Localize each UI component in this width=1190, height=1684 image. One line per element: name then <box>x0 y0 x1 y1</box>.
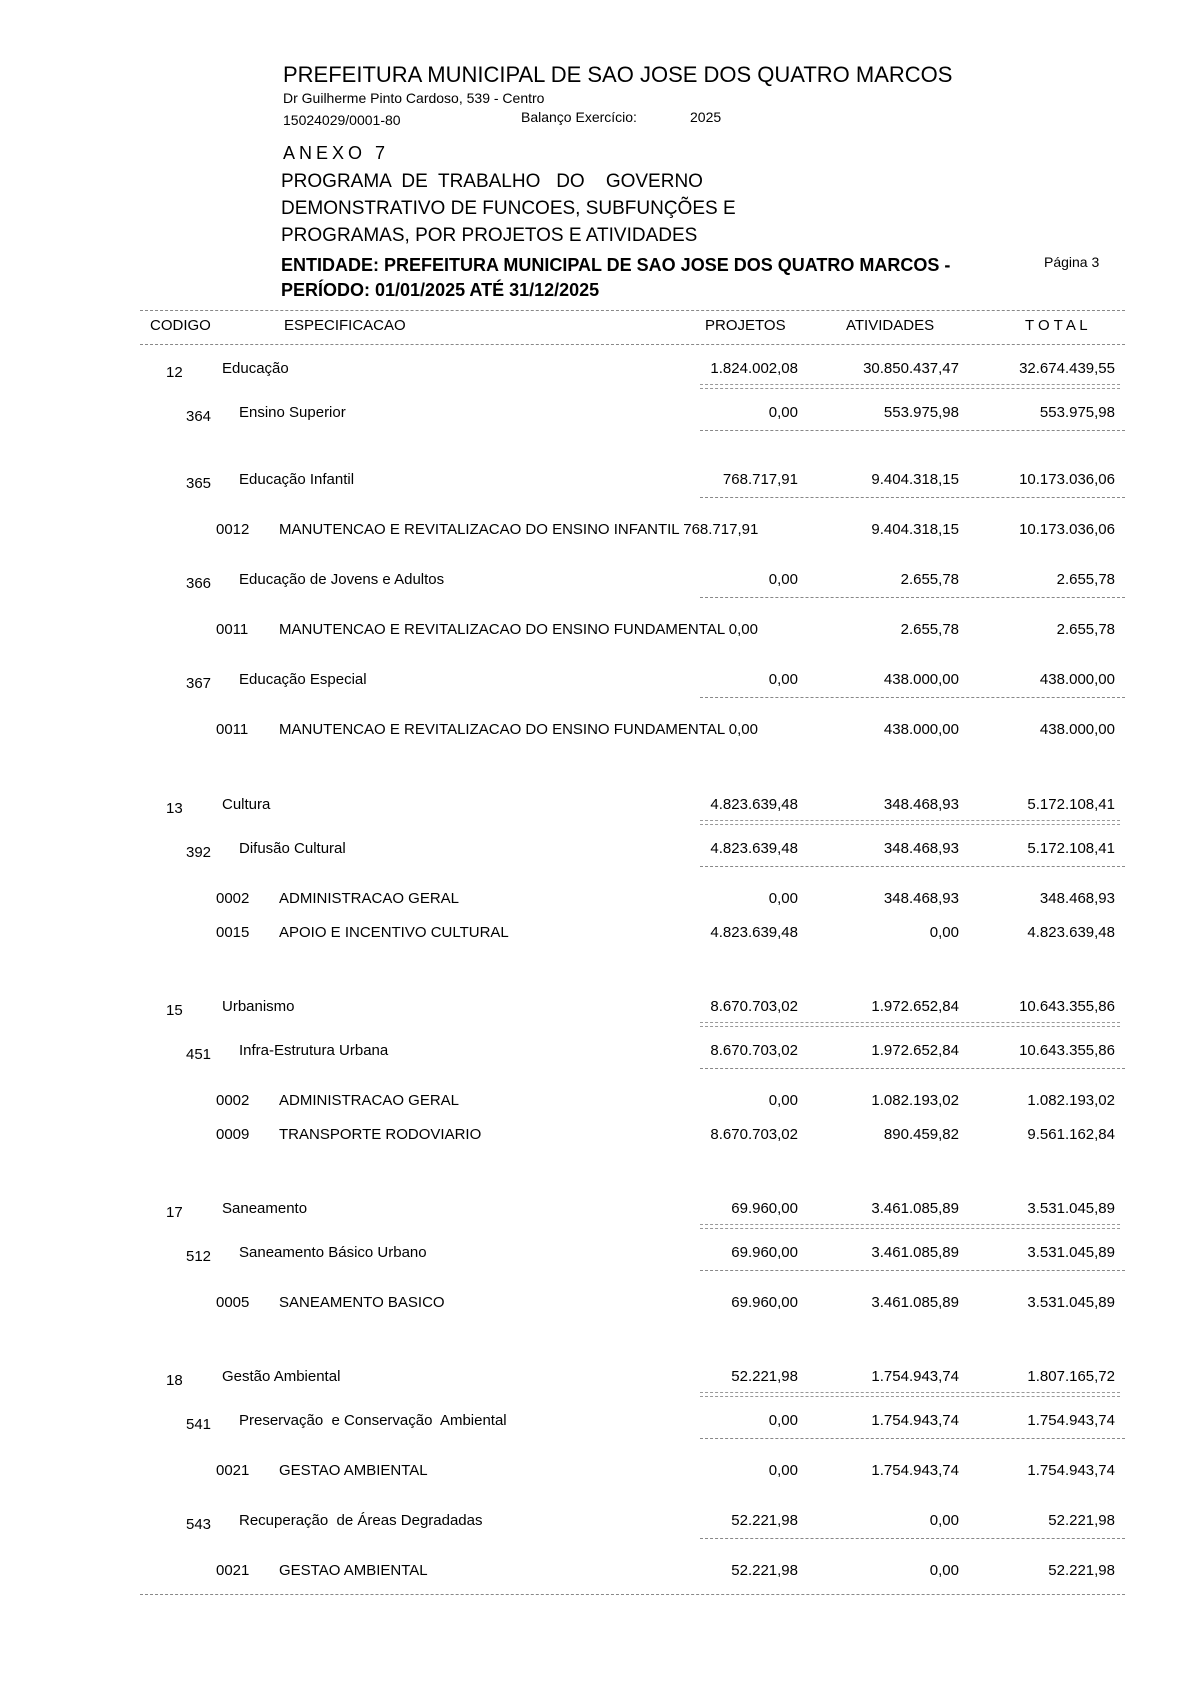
row-description: Educação <box>222 360 289 377</box>
row-description: APOIO E INCENTIVO CULTURAL <box>279 924 509 941</box>
address: Dr Guilherme Pinto Cardoso, 539 - Centro <box>283 90 545 106</box>
row-code: 0021 <box>216 1562 250 1579</box>
row-atividades: 1.972.652,84 <box>871 1042 959 1059</box>
row-code: 0021 <box>216 1462 250 1479</box>
row-code: 366 <box>186 575 212 592</box>
row-code: 364 <box>186 408 212 425</box>
row-projetos: 69.960,00 <box>731 1244 798 1261</box>
anexo-label: ANEXO 7 <box>283 143 390 163</box>
row-description: Saneamento <box>222 1200 308 1217</box>
row-total: 2.655,78 <box>1056 621 1115 638</box>
row-code: 0011 <box>216 721 249 738</box>
row-code: 0002 <box>216 1092 250 1109</box>
row-atividades: 1.972.652,84 <box>871 998 959 1015</box>
row-description: Cultura <box>222 796 271 813</box>
row-code: 13 <box>166 800 183 817</box>
row-atividades: 890.459,82 <box>883 1126 959 1143</box>
subtotal-rule <box>700 1022 1120 1027</box>
row-total: 1.754.943,74 <box>1027 1462 1115 1479</box>
subtotal-rule <box>700 697 1125 698</box>
row-code: 0002 <box>216 890 250 907</box>
row-description: Urbanismo <box>222 998 295 1015</box>
row-projetos: 768.717,91 <box>722 471 798 488</box>
row-projetos: 0,00 <box>768 571 798 588</box>
subtotal-rule <box>700 1392 1120 1397</box>
row-projetos: 8.670.703,02 <box>710 1042 798 1059</box>
subtotal-rule <box>700 597 1125 598</box>
subtotal-rule <box>700 1224 1120 1229</box>
row-atividades: 1.754.943,74 <box>871 1462 959 1479</box>
row-atividades: 2.655,78 <box>900 621 959 638</box>
row-projetos: 1.824.002,08 <box>710 360 798 377</box>
row-description: GESTAO AMBIENTAL <box>279 1562 428 1579</box>
cnpj: 15024029/0001-80 <box>283 112 401 128</box>
row-total: 10.643.355,86 <box>1019 1042 1115 1059</box>
row-atividades: 3.461.085,89 <box>871 1244 959 1261</box>
row-description: MANUTENCAO E REVITALIZACAO DO ENSINO INFANTIL 768.717,91 <box>279 521 759 538</box>
row-code: 17 <box>166 1204 183 1221</box>
row-description: Recuperação de Áreas Degradadas <box>239 1512 483 1529</box>
row-code: 541 <box>186 1416 212 1433</box>
row-projetos: 0,00 <box>768 404 798 421</box>
row-total: 10.173.036,06 <box>1019 471 1115 488</box>
row-total: 438.000,00 <box>1039 721 1115 738</box>
table-bottom-rule <box>140 1594 1125 1595</box>
row-code: 367 <box>186 675 212 692</box>
row-total: 10.173.036,06 <box>1019 521 1115 538</box>
row-projetos: 0,00 <box>768 890 798 907</box>
row-atividades: 9.404.318,15 <box>871 471 959 488</box>
row-description: Ensino Superior <box>239 404 346 421</box>
row-atividades: 9.404.318,15 <box>871 521 959 538</box>
row-code: 0015 <box>216 924 250 941</box>
row-description: ADMINISTRACAO GERAL <box>279 1092 460 1109</box>
subtotal-rule <box>700 384 1120 389</box>
row-total: 52.221,98 <box>1048 1562 1115 1579</box>
row-code: 0012 <box>216 521 250 538</box>
row-atividades: 1.082.193,02 <box>871 1092 959 1109</box>
row-atividades: 1.754.943,74 <box>871 1368 959 1385</box>
row-total: 1.807.165,72 <box>1027 1368 1115 1385</box>
row-total: 1.754.943,74 <box>1027 1412 1115 1429</box>
subtotal-rule <box>700 497 1125 498</box>
row-projetos: 4.823.639,48 <box>710 924 798 941</box>
row-total: 3.531.045,89 <box>1027 1294 1115 1311</box>
row-projetos: 69.960,00 <box>731 1294 798 1311</box>
row-atividades: 0,00 <box>929 924 959 941</box>
page-title: PREFEITURA MUNICIPAL DE SAO JOSE DOS QUATRO MARCOS <box>283 62 953 87</box>
row-atividades: 0,00 <box>929 1562 959 1579</box>
row-projetos: 0,00 <box>768 1412 798 1429</box>
row-code: 18 <box>166 1372 183 1389</box>
row-total: 553.975,98 <box>1039 404 1115 421</box>
row-projetos: 52.221,98 <box>731 1368 798 1385</box>
row-atividades: 30.850.437,47 <box>863 360 959 377</box>
col-total: T O T A L <box>1025 317 1088 334</box>
row-code: 0009 <box>216 1126 250 1143</box>
row-code: 365 <box>186 475 212 492</box>
row-projetos: 69.960,00 <box>731 1200 798 1217</box>
row-atividades: 3.461.085,89 <box>871 1200 959 1217</box>
row-description: GESTAO AMBIENTAL <box>279 1462 428 1479</box>
row-projetos: 8.670.703,02 <box>710 998 798 1015</box>
col-especificacao: ESPECIFICACAO <box>284 317 406 334</box>
balanco-label: Balanço Exercício: <box>521 109 637 125</box>
subtotal-rule <box>700 1438 1125 1439</box>
subtotal-rule <box>700 1270 1125 1271</box>
row-projetos: 8.670.703,02 <box>710 1126 798 1143</box>
row-code: 0005 <box>216 1294 250 1311</box>
row-total: 9.561.162,84 <box>1027 1126 1115 1143</box>
row-total: 3.531.045,89 <box>1027 1244 1115 1261</box>
row-description: Infra-Estrutura Urbana <box>239 1042 389 1059</box>
row-code: 392 <box>186 844 212 861</box>
row-code: 543 <box>186 1516 212 1533</box>
periodo: PERÍODO: 01/01/2025 ATÉ 31/12/2025 <box>281 280 600 300</box>
row-projetos: 0,00 <box>768 1092 798 1109</box>
subtotal-rule <box>700 1068 1125 1069</box>
row-description: MANUTENCAO E REVITALIZACAO DO ENSINO FUNDAMENTAL 0,00 <box>279 721 758 738</box>
row-code: 0011 <box>216 621 249 638</box>
row-atividades: 0,00 <box>929 1512 959 1529</box>
row-code: 512 <box>186 1248 212 1265</box>
row-description: MANUTENCAO E REVITALIZACAO DO ENSINO FUNDAMENTAL 0,00 <box>279 621 758 638</box>
row-total: 438.000,00 <box>1039 671 1115 688</box>
row-total: 3.531.045,89 <box>1027 1200 1115 1217</box>
row-total: 5.172.108,41 <box>1027 840 1115 857</box>
row-total: 348.468,93 <box>1039 890 1115 907</box>
row-total: 5.172.108,41 <box>1027 796 1115 813</box>
program-line-1: PROGRAMA DE TRABALHO DO GOVERNO <box>281 171 703 192</box>
row-projetos: 52.221,98 <box>731 1512 798 1529</box>
row-code: 15 <box>166 1002 183 1019</box>
row-projetos: 0,00 <box>768 1462 798 1479</box>
row-description: Educação de Jovens e Adultos <box>239 571 445 588</box>
row-description: TRANSPORTE RODOVIARIO <box>279 1126 482 1143</box>
row-atividades: 2.655,78 <box>900 571 959 588</box>
row-description: Difusão Cultural <box>239 840 346 857</box>
row-description: Educação Especial <box>239 671 367 688</box>
row-total: 52.221,98 <box>1048 1512 1115 1529</box>
col-projetos: PROJETOS <box>705 317 786 334</box>
row-atividades: 553.975,98 <box>883 404 959 421</box>
row-atividades: 438.000,00 <box>883 721 959 738</box>
row-projetos: 0,00 <box>768 671 798 688</box>
row-projetos: 52.221,98 <box>731 1562 798 1579</box>
row-total: 2.655,78 <box>1056 571 1115 588</box>
subtotal-rule <box>700 430 1125 431</box>
subtotal-rule <box>700 820 1120 825</box>
program-line-2: DEMONSTRATIVO DE FUNCOES, SUBFUNÇÕES E <box>281 198 736 219</box>
header-rule-top <box>140 310 1125 311</box>
row-description: ADMINISTRACAO GERAL <box>279 890 460 907</box>
row-total: 4.823.639,48 <box>1027 924 1115 941</box>
row-description: Preservação e Conservação Ambiental <box>239 1412 507 1429</box>
row-atividades: 348.468,93 <box>883 890 959 907</box>
row-projetos: 4.823.639,48 <box>710 840 798 857</box>
row-total: 1.082.193,02 <box>1027 1092 1115 1109</box>
row-code: 12 <box>166 364 183 381</box>
balanco-year: 2025 <box>690 109 722 125</box>
subtotal-rule <box>700 866 1125 867</box>
row-description: SANEAMENTO BASICO <box>279 1294 445 1311</box>
entidade: ENTIDADE: PREFEITURA MUNICIPAL DE SAO JOSE DOS QUATRO MARCOS - <box>281 255 951 275</box>
col-atividades: ATIVIDADES <box>846 317 935 334</box>
row-atividades: 348.468,93 <box>883 840 959 857</box>
row-total: 10.643.355,86 <box>1019 998 1115 1015</box>
row-code: 451 <box>186 1046 212 1063</box>
header-rule-bottom <box>140 344 1125 345</box>
program-line-3: PROGRAMAS, POR PROJETOS E ATIVIDADES <box>281 225 698 246</box>
subtotal-rule <box>700 1538 1125 1539</box>
row-atividades: 348.468,93 <box>883 796 959 813</box>
row-atividades: 438.000,00 <box>883 671 959 688</box>
row-atividades: 3.461.085,89 <box>871 1294 959 1311</box>
row-total: 32.674.439,55 <box>1019 360 1115 377</box>
row-description: Educação Infantil <box>239 471 355 488</box>
row-description: Saneamento Básico Urbano <box>239 1244 427 1261</box>
page-number: Página 3 <box>1044 254 1100 270</box>
row-atividades: 1.754.943,74 <box>871 1412 959 1429</box>
col-codigo: CODIGO <box>150 317 211 334</box>
row-description: Gestão Ambiental <box>222 1368 341 1385</box>
row-projetos: 4.823.639,48 <box>710 796 798 813</box>
